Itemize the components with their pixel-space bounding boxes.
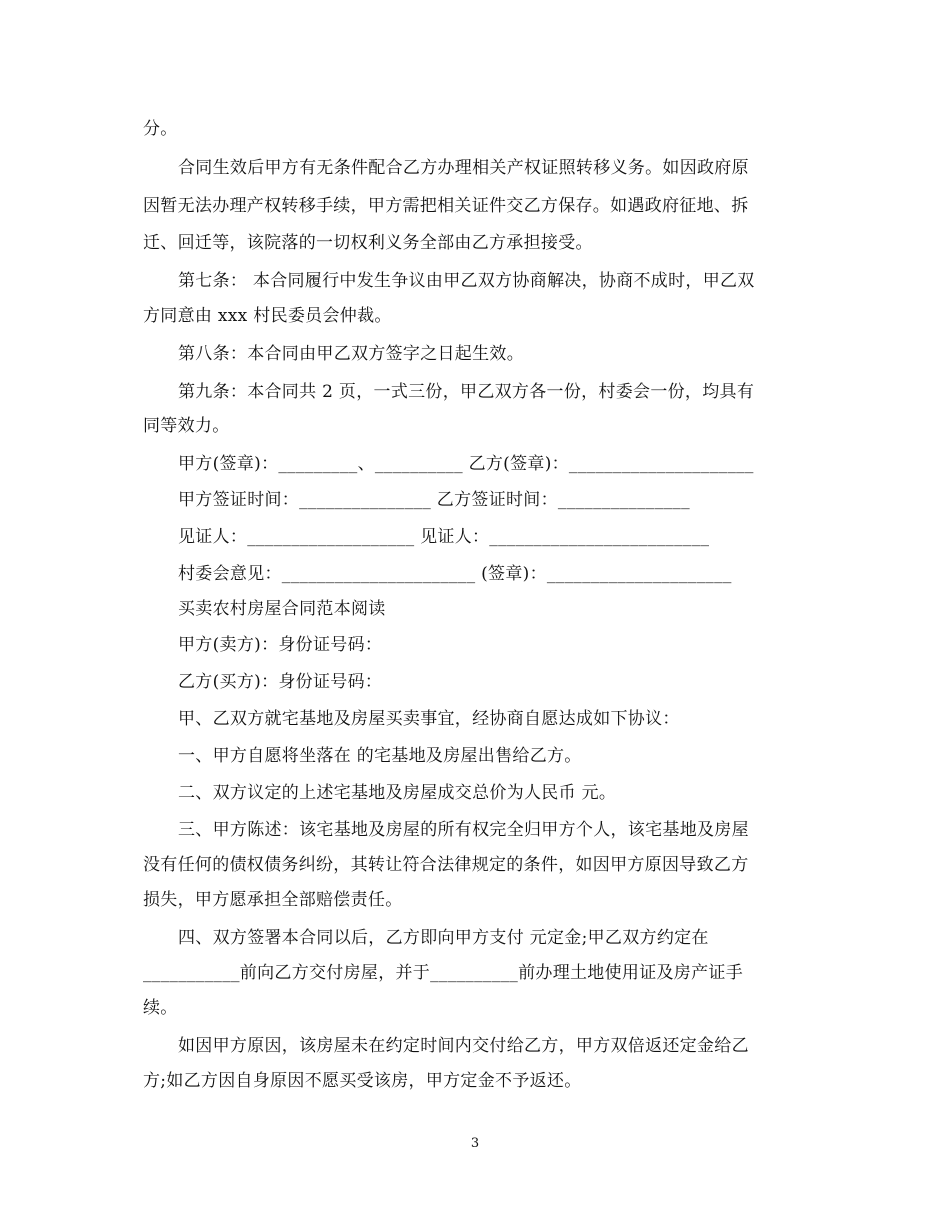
text-line: 如因甲方原因，该房屋未在约定时间内交付给乙方，甲方双倍返还定金给乙 xyxy=(178,1036,749,1056)
signature-line: 村委会意见：______________________ (签章)：_____________________ xyxy=(178,564,732,584)
text-line: 第七条： 本合同履行中发生争议由甲乙双方协商解决，协商不成时，甲乙双 xyxy=(178,271,755,291)
text-line: 迁、回迁等，该院落的一切权利义务全部由乙方承担接受。 xyxy=(143,233,593,253)
text-line: 同等效力。 xyxy=(143,416,230,436)
text-line: 第八条：本合同由甲乙双方签字之日起生效。 xyxy=(178,344,524,364)
text-line: 续。 xyxy=(143,998,178,1018)
text-line: 第九条：本合同共 2 页，一式三份，甲乙双方各一份，村委会一份，均具有 xyxy=(178,382,755,402)
signature-line: 甲方签证时间：_______________ 乙方签证时间：_______________ xyxy=(178,490,690,510)
text-line: 四、双方签署本合同以后，乙方即向甲方支付 元定金;甲乙双方约定在 xyxy=(178,928,709,948)
text-line: 方同意由 xxx 村民委员会仲裁。 xyxy=(143,306,392,326)
text-line: 因暂无法办理产权转移手续，甲方需把相关证件交乙方保存。如遇政府征地、拆 xyxy=(143,196,749,216)
signature-line: 甲方(签章)：_________、__________ 乙方(签章)：_____________________ xyxy=(178,454,754,474)
text-line: 方;如乙方因自身原因不愿买受该房，甲方定金不予返还。 xyxy=(143,1071,582,1091)
text-line: 合同生效后甲方有无条件配合乙方办理相关产权证照转移义务。如因政府原 xyxy=(178,158,749,178)
text-line: 乙方(买方)：身份证号码： xyxy=(178,672,383,692)
text-line: 没有任何的债权债务纠纷，其转让符合法律规定的条件，如因甲方原因导致乙方 xyxy=(143,855,749,875)
page-number: 3 xyxy=(470,1136,480,1151)
text-line: 损失，甲方愿承担全部赔偿责任。 xyxy=(143,890,403,910)
signature-line: 见证人：___________________ 见证人：_________________________ xyxy=(178,527,710,547)
text-line: 一、甲方自愿将坐落在 的宅基地及房屋出售给乙方。 xyxy=(178,746,582,766)
text-line: 甲方(卖方)：身份证号码： xyxy=(178,635,383,655)
text-line: 二、双方议定的上述宅基地及房屋成交总价为人民币 元。 xyxy=(178,783,617,803)
text-line: 分。 xyxy=(143,119,178,139)
text-line: 三、甲方陈述：该宅基地及房屋的所有权完全归甲方个人，该宅基地及房屋 xyxy=(178,820,749,840)
section-title: 买卖农村房屋合同范本阅读 xyxy=(178,599,386,619)
text-line: ___________前向乙方交付房屋，并于__________前办理土地使用证及房产证手 xyxy=(143,963,743,983)
text-line: 甲、乙双方就宅基地及房屋买卖事宜，经协商自愿达成如下协议： xyxy=(178,709,680,729)
